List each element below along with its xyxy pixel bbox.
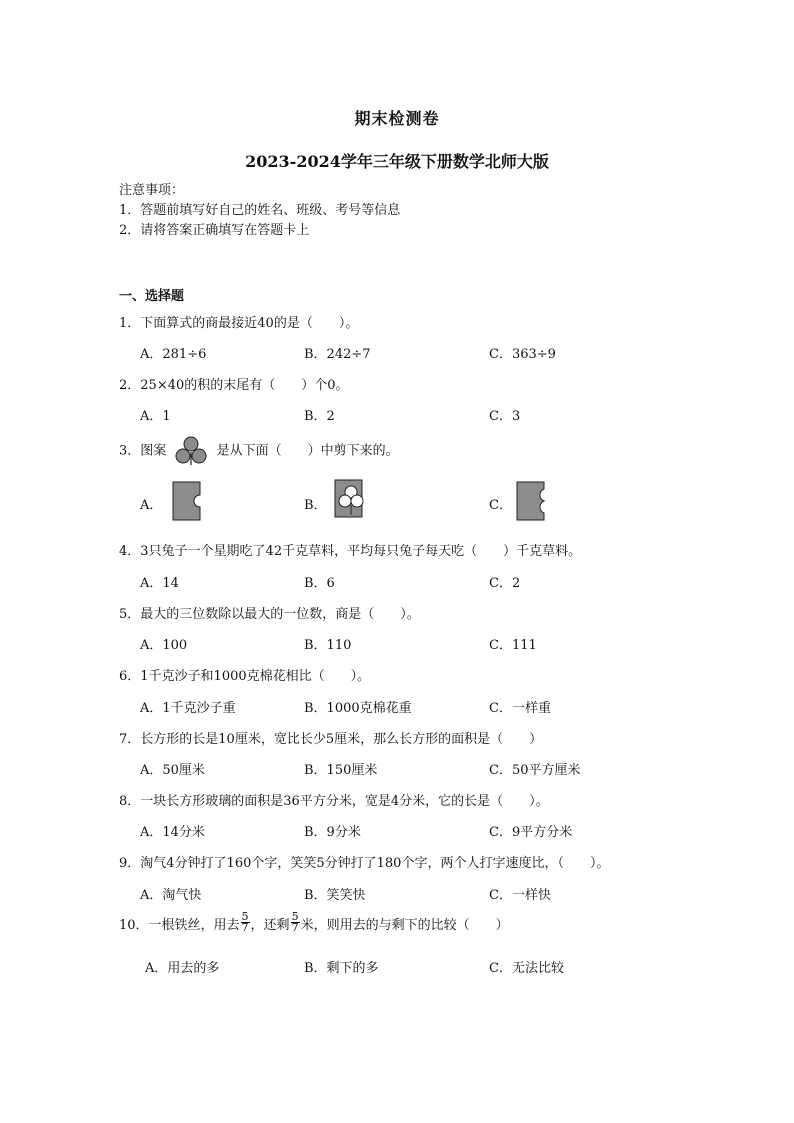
notice-item: 2．请将答案正确填写在答题卡上 [119,223,310,238]
option-a[interactable]: A．281÷6 [140,347,207,362]
fraction-denominator: 7 [241,921,249,934]
notice-block [119,181,400,241]
question-10 [119,910,509,939]
clover-pattern-icon [174,436,208,466]
option-c[interactable]: C． [489,498,512,513]
option-c[interactable]: C．2 [489,576,521,591]
option-b[interactable]: B．6 [304,576,335,591]
option-b[interactable]: B．2 [304,409,335,424]
option-b[interactable]: B．1000克棉花重 [304,701,412,716]
option-c[interactable]: C．无法比较 [489,961,564,976]
question-9: 9．淘气4分钟打了160个字，笑笑5分钟打了180个字，两个人打字速度比，（ ）。 [119,856,610,871]
fraction [241,912,250,933]
question-4: 4．3只兔子一个星期吃了42千克草料，平均每只兔子每天吃（ ）千克草料。 [119,544,582,559]
option-a[interactable]: A．1 [140,409,171,424]
question-10-part2: ，还剩 [250,918,290,933]
option-b[interactable]: B．9分米 [304,825,361,840]
option-a[interactable]: A． [140,498,163,513]
fraction-numerator: 5 [291,910,299,923]
option-c[interactable]: C．一样快 [489,888,551,903]
option-c[interactable]: C．一样重 [489,701,551,716]
option-c[interactable]: C．3 [489,409,521,424]
option-a[interactable]: A．1千克沙子重 [140,701,236,716]
option-b[interactable]: B． [304,498,327,513]
section-title: 一、选择题 [119,289,185,304]
question-2: 2．25×40的积的末尾有（ ）个0。 [119,378,349,393]
notice-heading: 注意事项： [119,183,185,198]
question-3-text-after: 是从下面（ ）中剪下来的。 [216,443,399,459]
question-3 [119,436,399,467]
question-5: 5．最大的三位数除以最大的一位数，商是（ ）。 [119,607,420,622]
option-b[interactable]: B．242÷7 [304,347,371,362]
fraction [291,912,300,933]
option-c[interactable]: C．9平方分米 [489,825,573,840]
option-c[interactable]: C．111 [489,638,537,653]
fraction-numerator: 5 [241,910,249,923]
page-title: 期末检测卷 [354,109,440,128]
option-a[interactable]: A．14 [140,576,179,591]
page-subtitle: 2023-2024学年三年级下册数学北师大版 [245,152,549,171]
question-1: 1．下面算式的商最接近40的是（ ）。 [119,316,359,331]
question-3-text-before: 3．图案 [119,443,167,459]
question-10-part1: 10．一根铁丝，用去 [119,918,240,933]
cut-shape-a-icon[interactable] [172,481,202,521]
question-7: 7．长方形的长是10厘米，宽比长少5厘米，那么长方形的面积是（ ） [119,732,543,747]
option-c[interactable]: C．363÷9 [489,347,556,362]
fraction-denominator: 7 [291,921,299,934]
cut-shape-c-icon[interactable] [516,481,546,521]
option-b[interactable]: B．150厘米 [304,763,378,778]
option-a[interactable]: A．14分米 [140,825,205,840]
option-b[interactable]: B．110 [304,638,352,653]
option-c[interactable]: C．50平方厘米 [489,763,581,778]
option-b[interactable]: B．笑笑快 [304,888,366,903]
notice-item: 1．答题前填写好自己的姓名、班级、考号等信息 [119,203,401,218]
option-b[interactable]: B．剩下的多 [304,961,379,976]
option-a[interactable]: A．100 [140,638,188,653]
option-a[interactable]: A．用去的多 [145,961,220,976]
option-a[interactable]: A．50厘米 [140,763,205,778]
question-8: 8．一块长方形玻璃的面积是36平方分米，宽是4分米，它的长是（ ）。 [119,794,549,809]
question-6: 6．1千克沙子和1000克棉花相比（ ）。 [119,669,371,684]
cut-shape-b-icon[interactable] [334,479,364,519]
option-a[interactable]: A．淘气快 [140,888,202,903]
question-10-part3: 米，则用去的与剩下的比较（ ） [300,918,509,933]
